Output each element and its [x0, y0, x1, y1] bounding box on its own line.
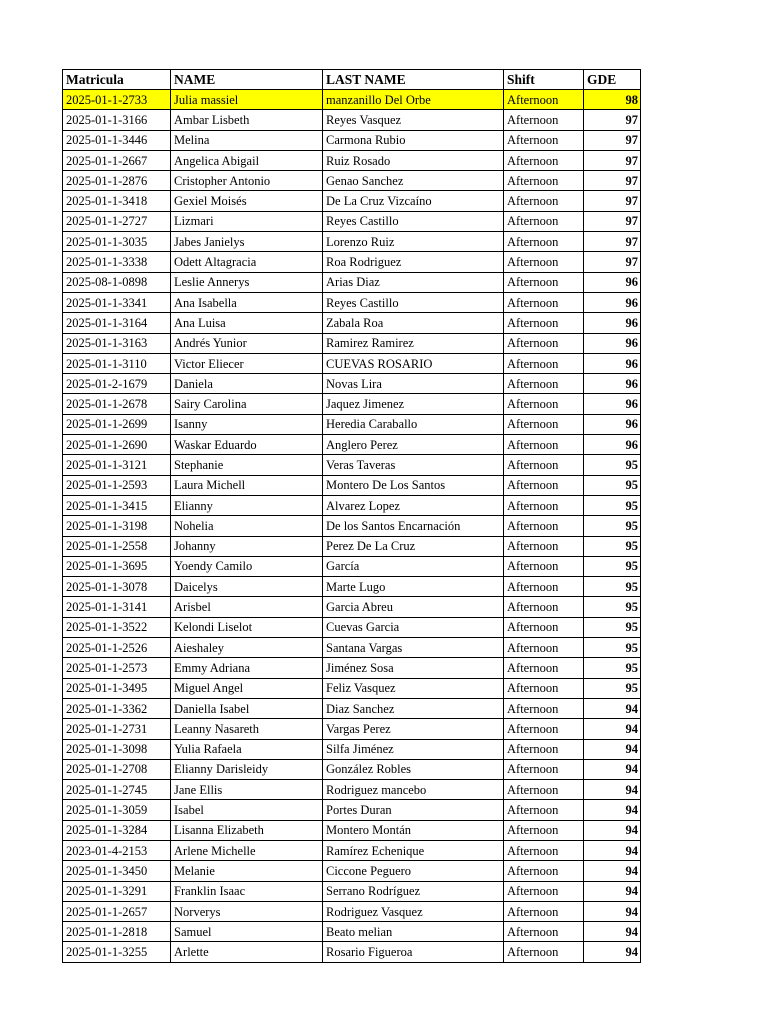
cell-last-name: Ramírez Echenique — [323, 840, 504, 860]
table-row — [63, 272, 641, 292]
table-row — [63, 922, 641, 942]
cell-matricula: 2025-01-1-3284 — [63, 820, 171, 840]
cell-shift: Afternoon — [504, 719, 584, 739]
cell-shift: Afternoon — [504, 739, 584, 759]
cell-gde: 94 — [584, 759, 641, 779]
cell-matricula: 2025-01-1-2526 — [63, 638, 171, 658]
cell-name: Yoendy Camilo — [171, 556, 323, 576]
cell-shift: Afternoon — [504, 150, 584, 170]
cell-name: Angelica Abigail — [171, 150, 323, 170]
cell-matricula: 2025-01-1-3495 — [63, 678, 171, 698]
cell-name: Isabel — [171, 800, 323, 820]
cell-gde: 95 — [584, 638, 641, 658]
cell-gde: 95 — [584, 678, 641, 698]
table-row — [63, 780, 641, 800]
cell-matricula: 2025-01-1-2708 — [63, 759, 171, 779]
table-row — [63, 374, 641, 394]
table-row — [63, 353, 641, 373]
table-row — [63, 800, 641, 820]
cell-matricula: 2025-01-1-2690 — [63, 435, 171, 455]
cell-gde: 95 — [584, 597, 641, 617]
cell-shift: Afternoon — [504, 678, 584, 698]
cell-name: Yulia Rafaela — [171, 739, 323, 759]
cell-matricula: 2025-01-1-2733 — [63, 90, 171, 110]
cell-last-name: Rodriguez Vasquez — [323, 901, 504, 921]
cell-matricula: 2025-01-2-1679 — [63, 374, 171, 394]
table-row — [63, 942, 641, 962]
cell-name: Victor Eliecer — [171, 353, 323, 373]
cell-name: Arlette — [171, 942, 323, 962]
cell-last-name: Genao Sanchez — [323, 171, 504, 191]
cell-shift: Afternoon — [504, 800, 584, 820]
table-row — [63, 759, 641, 779]
cell-gde: 94 — [584, 820, 641, 840]
grades-table — [62, 69, 641, 963]
table-row — [63, 130, 641, 150]
cell-name: Julia massiel — [171, 90, 323, 110]
cell-shift: Afternoon — [504, 232, 584, 252]
cell-name: Daicelys — [171, 577, 323, 597]
table-row — [63, 495, 641, 515]
cell-name: Melanie — [171, 861, 323, 881]
header-matricula: Matricula — [63, 70, 171, 90]
cell-last-name: Ciccone Peguero — [323, 861, 504, 881]
cell-gde: 94 — [584, 800, 641, 820]
cell-last-name: Cuevas Garcia — [323, 617, 504, 637]
table-row — [63, 292, 641, 312]
cell-gde: 94 — [584, 881, 641, 901]
cell-shift: Afternoon — [504, 90, 584, 110]
cell-shift: Afternoon — [504, 861, 584, 881]
cell-name: Aieshaley — [171, 638, 323, 658]
cell-last-name: Zabala Roa — [323, 313, 504, 333]
table-row — [63, 597, 641, 617]
cell-name: Ambar Lisbeth — [171, 110, 323, 130]
cell-shift: Afternoon — [504, 942, 584, 962]
table-row-highlighted — [63, 90, 641, 110]
cell-name: Jane Ellis — [171, 780, 323, 800]
cell-name: Leslie Annerys — [171, 272, 323, 292]
cell-matricula: 2025-01-1-3166 — [63, 110, 171, 130]
header-shift: Shift — [504, 70, 584, 90]
cell-gde: 95 — [584, 516, 641, 536]
cell-gde: 95 — [584, 475, 641, 495]
cell-name: Jabes Janielys — [171, 232, 323, 252]
cell-matricula: 2025-01-1-3121 — [63, 455, 171, 475]
table-row — [63, 475, 641, 495]
cell-last-name: Roa Rodriguez — [323, 252, 504, 272]
cell-shift: Afternoon — [504, 171, 584, 191]
cell-matricula: 2025-01-1-3110 — [63, 353, 171, 373]
table-row — [63, 861, 641, 881]
cell-name: Sairy Carolina — [171, 394, 323, 414]
cell-shift: Afternoon — [504, 110, 584, 130]
cell-matricula: 2025-01-1-3164 — [63, 313, 171, 333]
cell-last-name: Rodriguez mancebo — [323, 780, 504, 800]
cell-last-name: De La Cruz Vizcaíno — [323, 191, 504, 211]
table-row — [63, 638, 641, 658]
cell-gde: 96 — [584, 374, 641, 394]
cell-gde: 94 — [584, 922, 641, 942]
cell-matricula: 2025-01-1-3291 — [63, 881, 171, 901]
cell-shift: Afternoon — [504, 333, 584, 353]
cell-last-name: Alvarez Lopez — [323, 495, 504, 515]
table-row — [63, 394, 641, 414]
cell-name: Samuel — [171, 922, 323, 942]
cell-last-name: Anglero Perez — [323, 435, 504, 455]
cell-last-name: García — [323, 556, 504, 576]
cell-shift: Afternoon — [504, 759, 584, 779]
cell-gde: 94 — [584, 719, 641, 739]
cell-shift: Afternoon — [504, 556, 584, 576]
cell-gde: 97 — [584, 150, 641, 170]
table-row — [63, 556, 641, 576]
cell-name: Elianny Darisleidy — [171, 759, 323, 779]
cell-matricula: 2025-01-1-3059 — [63, 800, 171, 820]
table-row — [63, 881, 641, 901]
cell-shift: Afternoon — [504, 638, 584, 658]
cell-shift: Afternoon — [504, 272, 584, 292]
cell-name: Laura Michell — [171, 475, 323, 495]
cell-last-name: Jiménez Sosa — [323, 658, 504, 678]
cell-last-name: Feliz Vasquez — [323, 678, 504, 698]
cell-last-name: Montero Montán — [323, 820, 504, 840]
cell-gde: 97 — [584, 252, 641, 272]
cell-name: Elianny — [171, 495, 323, 515]
cell-name: Melina — [171, 130, 323, 150]
table-row — [63, 171, 641, 191]
cell-name: Arlene Michelle — [171, 840, 323, 860]
cell-matricula: 2025-01-1-2667 — [63, 150, 171, 170]
cell-name: Lisanna Elizabeth — [171, 820, 323, 840]
cell-matricula: 2025-01-1-2818 — [63, 922, 171, 942]
table-row — [63, 901, 641, 921]
cell-shift: Afternoon — [504, 840, 584, 860]
cell-gde: 96 — [584, 394, 641, 414]
cell-shift: Afternoon — [504, 698, 584, 718]
cell-name: Franklin Isaac — [171, 881, 323, 901]
cell-matricula: 2025-01-1-2745 — [63, 780, 171, 800]
table-row — [63, 252, 641, 272]
cell-last-name: Reyes Castillo — [323, 211, 504, 231]
cell-shift: Afternoon — [504, 577, 584, 597]
cell-shift: Afternoon — [504, 313, 584, 333]
cell-shift: Afternoon — [504, 130, 584, 150]
table-row — [63, 698, 641, 718]
cell-last-name: Marte Lugo — [323, 577, 504, 597]
table-row — [63, 658, 641, 678]
cell-matricula: 2025-01-1-3446 — [63, 130, 171, 150]
cell-matricula: 2025-01-1-3098 — [63, 739, 171, 759]
table-row — [63, 820, 641, 840]
cell-gde: 96 — [584, 292, 641, 312]
cell-gde: 94 — [584, 861, 641, 881]
table-row — [63, 719, 641, 739]
cell-shift: Afternoon — [504, 414, 584, 434]
cell-name: Waskar Eduardo — [171, 435, 323, 455]
cell-last-name: CUEVAS ROSARIO — [323, 353, 504, 373]
header-gde: GDE — [584, 70, 641, 90]
cell-matricula: 2025-01-1-3522 — [63, 617, 171, 637]
cell-matricula: 2025-01-1-3341 — [63, 292, 171, 312]
cell-shift: Afternoon — [504, 820, 584, 840]
table-row — [63, 211, 641, 231]
cell-gde: 96 — [584, 313, 641, 333]
cell-matricula: 2025-01-1-2731 — [63, 719, 171, 739]
cell-last-name: Diaz Sanchez — [323, 698, 504, 718]
table-row — [63, 536, 641, 556]
cell-last-name: Reyes Vasquez — [323, 110, 504, 130]
table-row — [63, 678, 641, 698]
cell-gde: 95 — [584, 658, 641, 678]
table-row — [63, 150, 641, 170]
cell-last-name: Lorenzo Ruiz — [323, 232, 504, 252]
cell-matricula: 2025-01-1-3198 — [63, 516, 171, 536]
cell-name: Stephanie — [171, 455, 323, 475]
cell-matricula: 2025-01-1-2727 — [63, 211, 171, 231]
cell-gde: 98 — [584, 90, 641, 110]
cell-shift: Afternoon — [504, 292, 584, 312]
cell-shift: Afternoon — [504, 435, 584, 455]
cell-gde: 95 — [584, 577, 641, 597]
table-row — [63, 110, 641, 130]
cell-last-name: Serrano Rodríguez — [323, 881, 504, 901]
cell-last-name: Ruiz Rosado — [323, 150, 504, 170]
cell-name: Nohelia — [171, 516, 323, 536]
cell-matricula: 2025-01-1-3255 — [63, 942, 171, 962]
cell-matricula: 2025-01-1-3338 — [63, 252, 171, 272]
cell-shift: Afternoon — [504, 922, 584, 942]
cell-shift: Afternoon — [504, 901, 584, 921]
cell-shift: Afternoon — [504, 394, 584, 414]
cell-shift: Afternoon — [504, 455, 584, 475]
cell-name: Kelondi Liselot — [171, 617, 323, 637]
cell-gde: 97 — [584, 130, 641, 150]
cell-name: Daniella Isabel — [171, 698, 323, 718]
cell-name: Ana Luisa — [171, 313, 323, 333]
header-row — [63, 70, 641, 90]
table-body — [63, 90, 641, 963]
cell-gde: 97 — [584, 191, 641, 211]
cell-last-name: Reyes Castillo — [323, 292, 504, 312]
cell-matricula: 2025-01-1-3415 — [63, 495, 171, 515]
cell-last-name: Beato melian — [323, 922, 504, 942]
cell-gde: 95 — [584, 556, 641, 576]
cell-last-name: manzanillo Del Orbe — [323, 90, 504, 110]
cell-matricula: 2025-01-1-2573 — [63, 658, 171, 678]
table-row — [63, 232, 641, 252]
table-row — [63, 313, 641, 333]
cell-shift: Afternoon — [504, 881, 584, 901]
cell-last-name: Jaquez Jimenez — [323, 394, 504, 414]
cell-matricula: 2025-01-1-2593 — [63, 475, 171, 495]
cell-shift: Afternoon — [504, 211, 584, 231]
cell-shift: Afternoon — [504, 658, 584, 678]
cell-name: Isanny — [171, 414, 323, 434]
cell-name: Norverys — [171, 901, 323, 921]
cell-shift: Afternoon — [504, 374, 584, 394]
cell-matricula: 2025-01-1-2699 — [63, 414, 171, 434]
cell-gde: 95 — [584, 617, 641, 637]
cell-last-name: Novas Lira — [323, 374, 504, 394]
cell-gde: 97 — [584, 211, 641, 231]
cell-matricula: 2025-01-1-3163 — [63, 333, 171, 353]
cell-matricula: 2025-01-1-3362 — [63, 698, 171, 718]
table-row — [63, 414, 641, 434]
cell-gde: 94 — [584, 840, 641, 860]
cell-shift: Afternoon — [504, 617, 584, 637]
cell-gde: 94 — [584, 698, 641, 718]
cell-shift: Afternoon — [504, 495, 584, 515]
header-name: NAME — [171, 70, 323, 90]
cell-last-name: Garcia Abreu — [323, 597, 504, 617]
cell-name: Miguel Angel — [171, 678, 323, 698]
cell-matricula: 2025-01-1-3450 — [63, 861, 171, 881]
cell-name: Leanny Nasareth — [171, 719, 323, 739]
table-row — [63, 840, 641, 860]
header-last-name: LAST NAME — [323, 70, 504, 90]
cell-last-name: Silfa Jiménez — [323, 739, 504, 759]
cell-shift: Afternoon — [504, 191, 584, 211]
cell-name: Cristopher Antonio — [171, 171, 323, 191]
cell-shift: Afternoon — [504, 780, 584, 800]
cell-matricula: 2025-01-1-3141 — [63, 597, 171, 617]
cell-matricula: 2025-01-1-3418 — [63, 191, 171, 211]
cell-last-name: Perez De La Cruz — [323, 536, 504, 556]
cell-gde: 96 — [584, 414, 641, 434]
cell-matricula: 2025-01-1-3078 — [63, 577, 171, 597]
cell-last-name: Montero De Los Santos — [323, 475, 504, 495]
cell-matricula: 2025-01-1-3035 — [63, 232, 171, 252]
cell-last-name: González Robles — [323, 759, 504, 779]
cell-gde: 94 — [584, 942, 641, 962]
cell-name: Andrés Yunior — [171, 333, 323, 353]
cell-matricula: 2025-01-1-2657 — [63, 901, 171, 921]
cell-gde: 94 — [584, 780, 641, 800]
cell-gde: 96 — [584, 353, 641, 373]
table-row — [63, 435, 641, 455]
table-row — [63, 455, 641, 475]
cell-last-name: Portes Duran — [323, 800, 504, 820]
cell-shift: Afternoon — [504, 353, 584, 373]
cell-last-name: Ramirez Ramirez — [323, 333, 504, 353]
cell-matricula: 2025-01-1-2558 — [63, 536, 171, 556]
table-row — [63, 739, 641, 759]
cell-last-name: Arias Diaz — [323, 272, 504, 292]
cell-matricula: 2025-01-1-2876 — [63, 171, 171, 191]
cell-name: Ana Isabella — [171, 292, 323, 312]
cell-last-name: Heredia Caraballo — [323, 414, 504, 434]
cell-last-name: Vargas Perez — [323, 719, 504, 739]
table-row — [63, 191, 641, 211]
cell-shift: Afternoon — [504, 536, 584, 556]
cell-name: Emmy Adriana — [171, 658, 323, 678]
cell-gde: 96 — [584, 333, 641, 353]
cell-shift: Afternoon — [504, 475, 584, 495]
cell-name: Lizmari — [171, 211, 323, 231]
cell-gde: 96 — [584, 272, 641, 292]
cell-matricula: 2025-01-1-2678 — [63, 394, 171, 414]
table-row — [63, 577, 641, 597]
cell-gde: 97 — [584, 232, 641, 252]
cell-name: Arisbel — [171, 597, 323, 617]
cell-last-name: De los Santos Encarnación — [323, 516, 504, 536]
cell-last-name: Santana Vargas — [323, 638, 504, 658]
cell-matricula: 2025-01-1-3695 — [63, 556, 171, 576]
cell-gde: 95 — [584, 536, 641, 556]
cell-name: Daniela — [171, 374, 323, 394]
cell-shift: Afternoon — [504, 252, 584, 272]
cell-matricula: 2025-08-1-0898 — [63, 272, 171, 292]
cell-matricula: 2023-01-4-2153 — [63, 840, 171, 860]
cell-name: Johanny — [171, 536, 323, 556]
cell-gde: 95 — [584, 495, 641, 515]
cell-last-name: Veras Taveras — [323, 455, 504, 475]
cell-name: Gexiel Moisés — [171, 191, 323, 211]
cell-gde: 97 — [584, 110, 641, 130]
cell-gde: 94 — [584, 901, 641, 921]
cell-shift: Afternoon — [504, 597, 584, 617]
cell-name: Odett Altagracia — [171, 252, 323, 272]
table-row — [63, 333, 641, 353]
cell-last-name: Rosario Figueroa — [323, 942, 504, 962]
cell-gde: 94 — [584, 739, 641, 759]
cell-gde: 95 — [584, 455, 641, 475]
cell-gde: 97 — [584, 171, 641, 191]
table-row — [63, 516, 641, 536]
cell-shift: Afternoon — [504, 516, 584, 536]
cell-gde: 96 — [584, 435, 641, 455]
cell-last-name: Carmona Rubio — [323, 130, 504, 150]
table-row — [63, 617, 641, 637]
